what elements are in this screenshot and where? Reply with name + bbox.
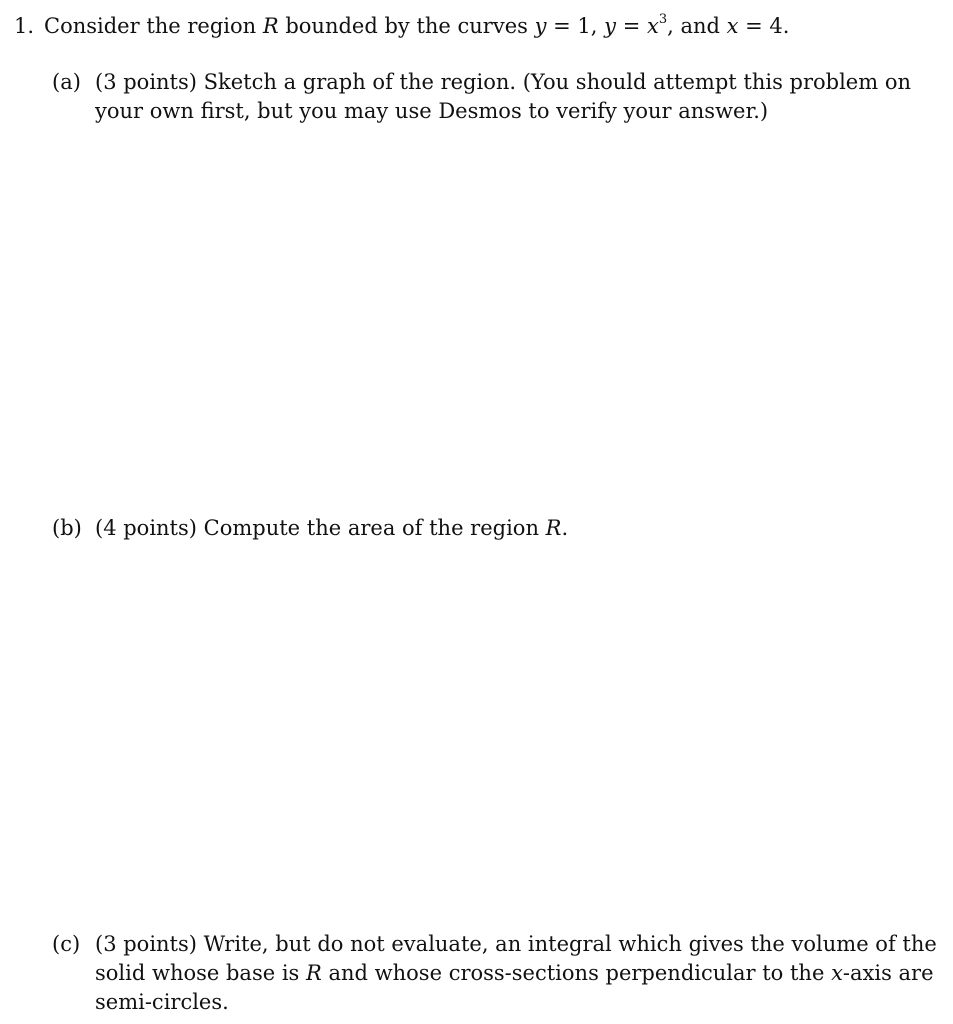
- part-c-line-2-mid: and whose cross-sections perpendicular to the: [321, 961, 832, 985]
- part-a-line-1: (3 points) Sketch a graph of the region. (You should attempt this problem on: [95, 70, 911, 94]
- part-c-line-1: (3 points) Write, but do not evaluate, an integral which gives the volume of the: [95, 932, 937, 956]
- part-c-region-symbol: R: [306, 961, 322, 985]
- part-c-line-2-prefix: solid whose base is: [95, 961, 307, 985]
- part-c-line-3: semi-circles.: [95, 990, 229, 1014]
- question-stem: [44, 12, 789, 40]
- part-c-line-2: [95, 959, 934, 987]
- equation-2-variable: y: [604, 14, 617, 38]
- part-b-text: [95, 514, 568, 542]
- part-c-axis-variable: x: [831, 961, 843, 985]
- equation-3-variable: x: [726, 14, 739, 38]
- equation-3-rest: = 4.: [738, 14, 790, 38]
- part-c-line-2-suffix: -axis are: [842, 961, 934, 985]
- equation-1-rest: = 1,: [546, 14, 605, 38]
- region-symbol: R: [262, 14, 279, 38]
- equation-2-equals: =: [616, 14, 647, 38]
- part-a-label: (a): [52, 70, 81, 94]
- equation-2-exponent: 3: [658, 12, 668, 27]
- part-a-answer-space: [95, 130, 930, 505]
- part-a-line-2: your own first, but you may use Desmos to verify your answer.): [95, 99, 769, 123]
- stem-mid: bounded by the curves: [278, 14, 535, 38]
- part-b-text-suffix: .: [561, 516, 569, 540]
- question-number: 1.: [14, 14, 35, 38]
- part-b-answer-space: [95, 548, 930, 923]
- equation-2-base: x: [646, 14, 659, 38]
- part-c-label: (c): [52, 932, 81, 956]
- stem-prefix: Consider the region: [44, 14, 263, 38]
- part-b-region-symbol: R: [545, 516, 562, 540]
- equation-1-variable: y: [534, 14, 547, 38]
- part-b-text-prefix: (4 points) Compute the area of the region: [95, 516, 546, 540]
- part-b-label: (b): [52, 516, 82, 540]
- stem-and: , and: [667, 14, 727, 38]
